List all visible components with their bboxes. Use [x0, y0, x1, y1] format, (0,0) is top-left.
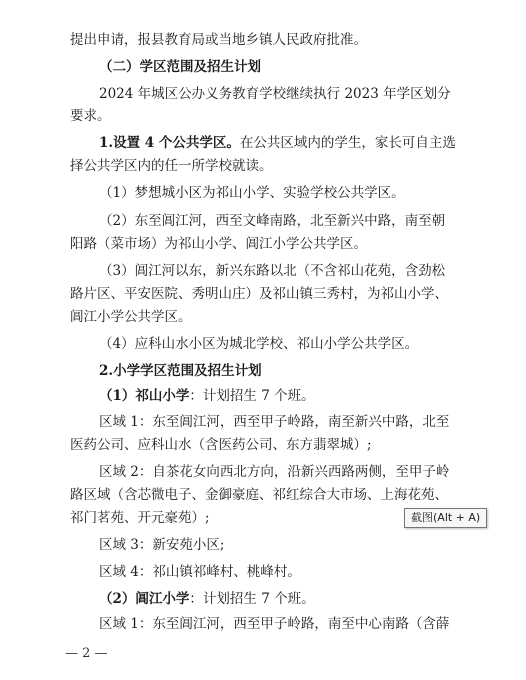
text-line: （3）阊江河以东，新兴东路以北（不含祁山花苑，含劲松: [99, 263, 446, 279]
text-line: 路区域（含芯微电子、金御豪庭、祁红综合大市场、上海花苑、: [70, 487, 448, 503]
text-line: 区域 1：东至阊江河，西至甲子岭路，南至中心南路（含薛: [99, 616, 450, 632]
text-line: 阊江小学公共学区。: [70, 309, 192, 325]
text-line: 要求。: [70, 108, 111, 124]
text-line: 区域 3：新安苑小区;: [99, 537, 225, 553]
bold-lead: 1.设置 4 个公共学区。: [99, 135, 240, 151]
text-line: 2024 年城区公办义务教育学校继续执行 2023 年学区划分: [99, 86, 451, 102]
screenshot-shortcut-tooltip: 截图(Alt + A): [404, 508, 487, 528]
text-line: （2）东至阊江河，西至文峰南路，北至新兴中路，南至朝: [99, 213, 446, 229]
bold-lead: （1）祁山小学: [99, 388, 190, 404]
section-heading: （二）学区范围及招生计划: [99, 59, 261, 75]
text-line: 阳路（菜市场）为祁山小学、阊江小学公共学区。: [70, 236, 367, 252]
text-line: 择公共学区内的任一所学校就读。: [70, 158, 273, 174]
page-number: — 2 —: [65, 646, 108, 661]
text-line: 1.设置 4 个公共学区。在公共区域内的学生，家长可自主选: [99, 135, 456, 151]
text-line: 区域 4：祁山镇祁峰村、桃峰村。: [99, 564, 301, 580]
text-line: 区域 1：东至阊江河，西至甲子岭路，南至新兴中路，北至: [99, 414, 450, 430]
text-line: （2）阊江小学：计划招生 7 个班。: [99, 591, 315, 607]
text-line: 区域 2：自茶花女向西北方向，沿新兴西路两侧，至甲子岭: [99, 464, 450, 480]
text-line: 医药公司、应科山水（含医药公司、东方翡翠城）;: [70, 437, 372, 453]
text-line: 祁门茗苑、开元豪苑）;: [70, 510, 210, 526]
text-line: （4）应科山水小区为城北学校、祁山小学公共学区。: [99, 336, 419, 352]
text-line: （1）梦想城小区为祁山小学、实验学校公共学区。: [99, 185, 405, 201]
section-heading: 2.小学学区范围及招生计划: [99, 363, 262, 379]
bold-lead: （2）阊江小学: [99, 591, 190, 607]
text-line: 路片区、平安医院、秀明山庄）及祁山镇三秀村，为祁山小学、: [70, 286, 448, 302]
text-line: 提出申请，报县教育局或当地乡镇人民政府批准。: [70, 32, 367, 48]
text-line: （1）祁山小学：计划招生 7 个班。: [99, 388, 315, 404]
